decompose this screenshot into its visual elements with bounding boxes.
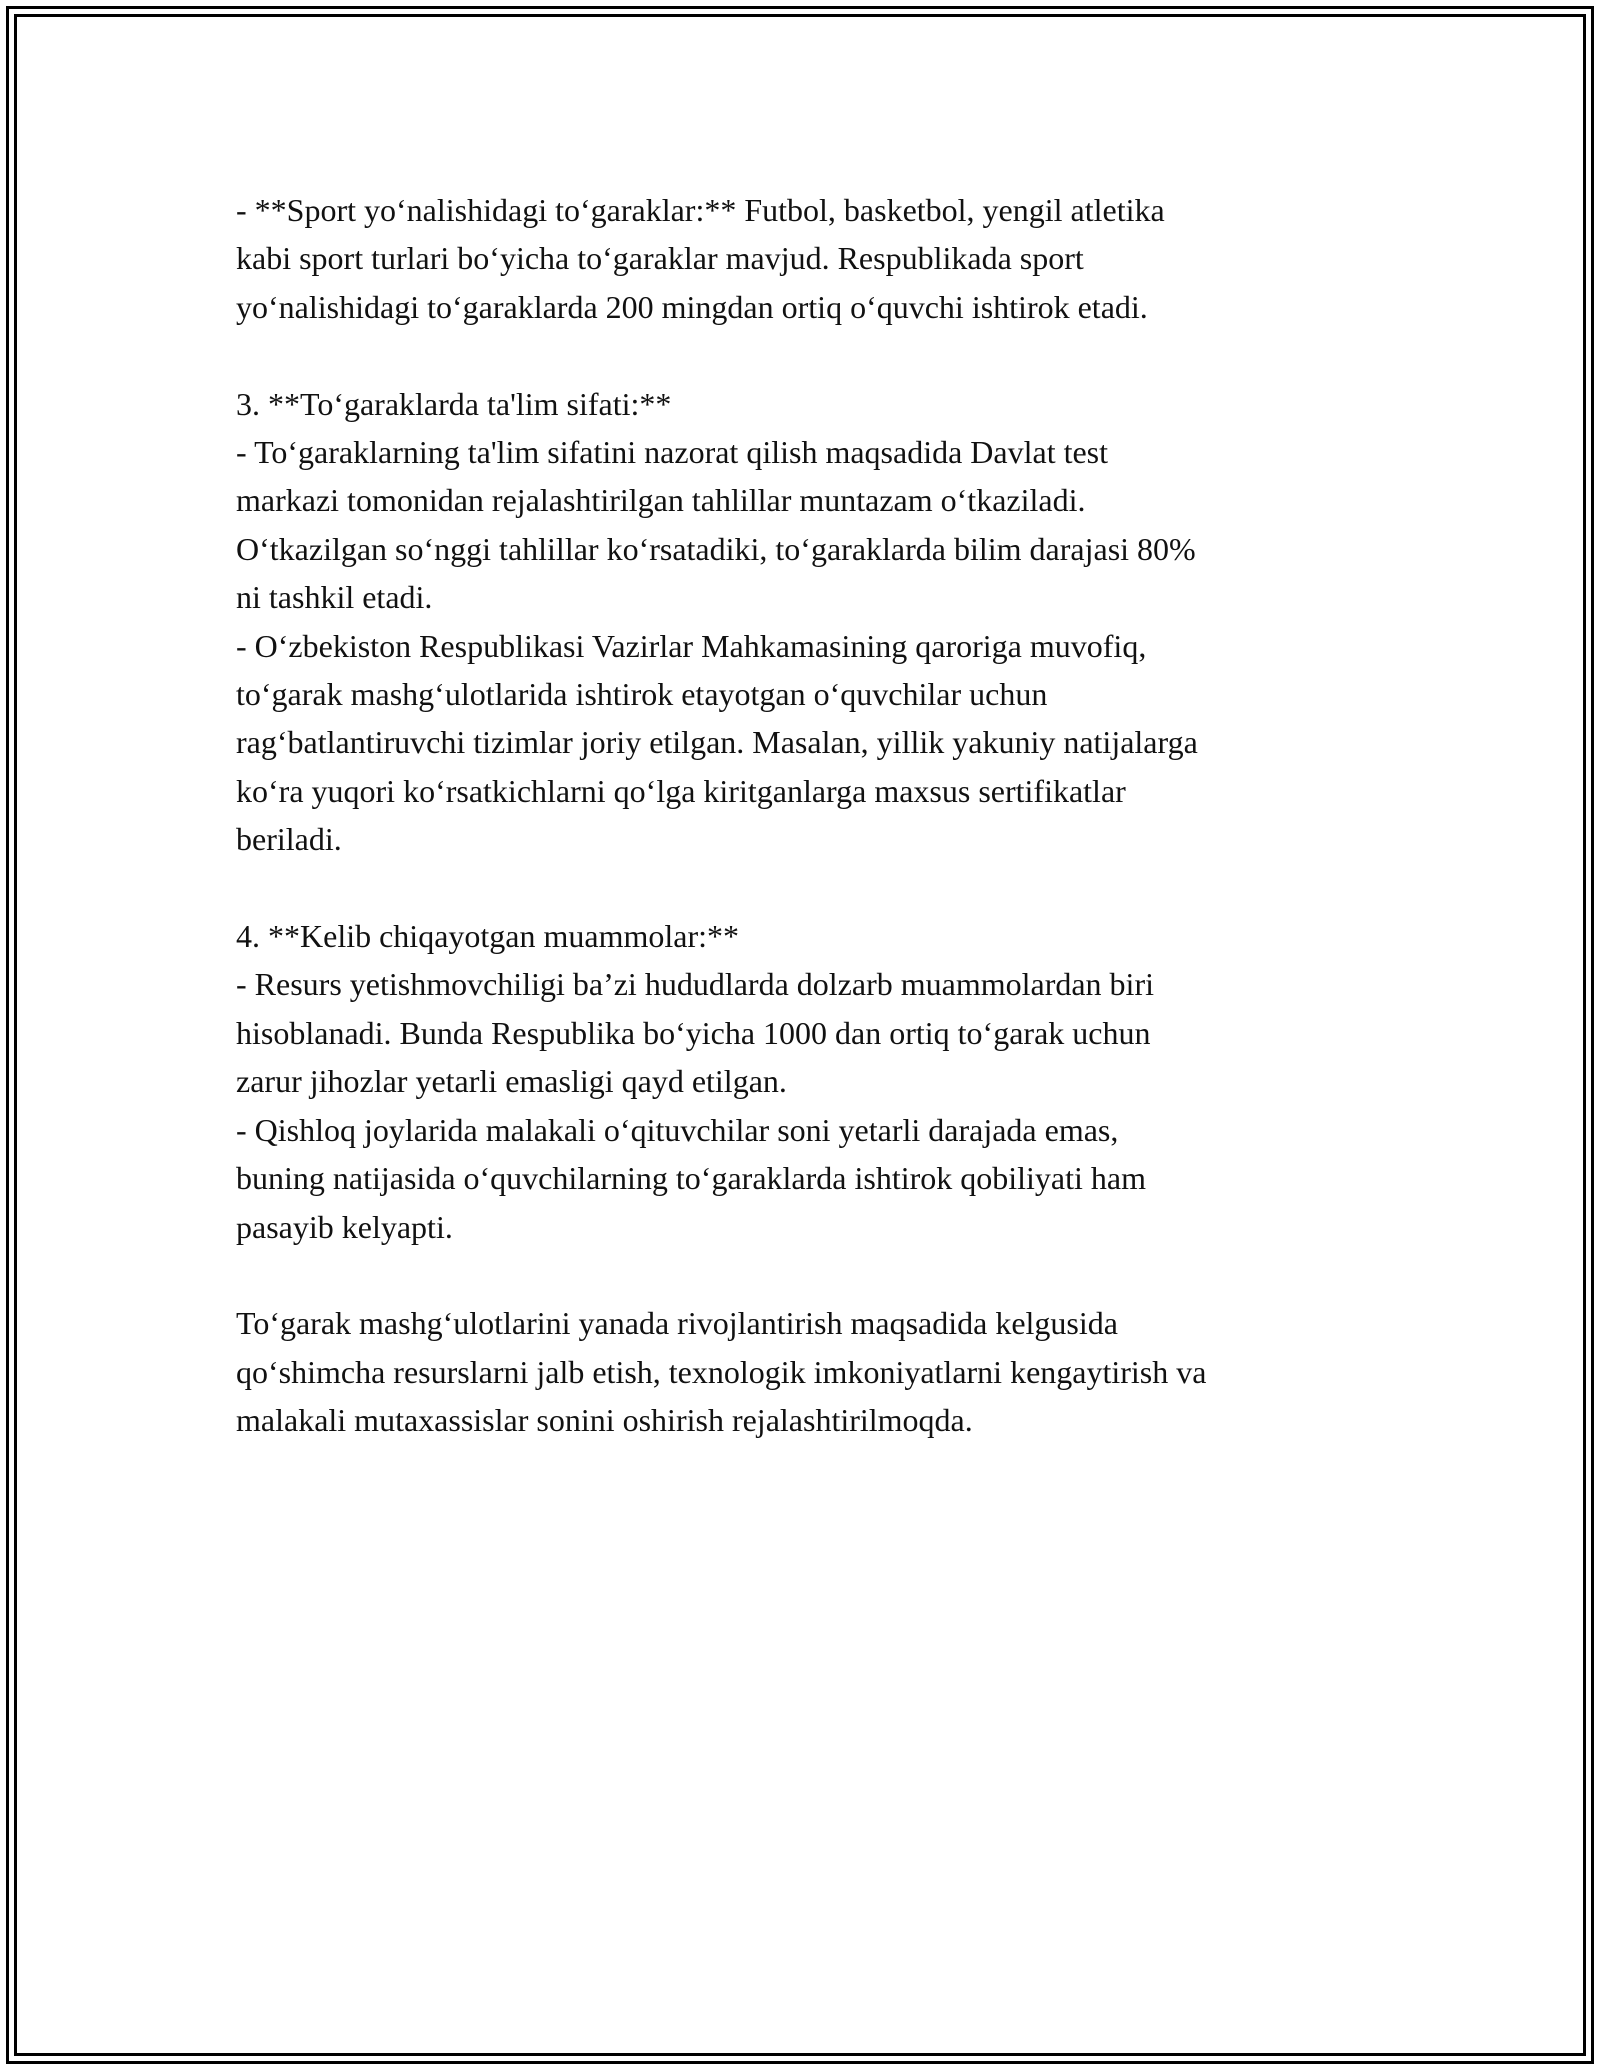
paragraph-spacer xyxy=(236,1251,1366,1299)
paragraph-education-quality: 3. **To‘garaklarda ta'lim sifati:** - To‘garaklarning ta'lim sifatini nazorat qilish maqsadida Davlat test markazi tomonidan rejalashtirilgan tahlillar muntazam o‘tkaziladi. O‘tkazilgan so‘nggi tahlillar ko‘rsatadiki, to‘garaklarda bilim darajasi 80% ni tashkil etadi. - O‘zbekiston Respublikasi Vazirlar Mahkamasining qaroriga muvofiq, to‘garak mashg‘ulotlarida ishtirok etayotgan o‘quvchilar uchun rag‘batlantiruvchi tizimlar joriy etilgan. Masalan, yillik yakuniy natijalarga ko‘ra yuqori ko‘rsatkichlarni qo‘lga kiritganlarga maxsus sertifikatlar beriladi. xyxy=(236,385,1198,858)
document-body xyxy=(236,186,1366,1445)
paragraph-emerging-problems: 4. **Kelib chiqayotgan muammolar:** - Resurs yetishmovchiligi ba’zi hududlarda dolzarb muammolardan biri hisoblanadi. Bunda Respublika bo‘yicha 1000 dan ortiq to‘garak uchun zarur jihozlar yetarli emasligi qayd etilgan. - Qishloq joylarida malakali o‘qituvchilar soni yetarli darajada emas, buning natijasida o‘quvchilarning to‘garaklarda ishtirok qobiliyati ham pasayib kelyapti. xyxy=(236,918,1154,1245)
paragraph-sport-clubs: - **Sport yo‘nalishidagi to‘garaklar:** Futbol, basketbol, yengil atletika kabi sport turlari bo‘yicha to‘garaklar mavjud. Respublikada sport yo‘nalishidagi to‘garaklarda 200 mingdan ortiq o‘quvchi ishtirok etadi. xyxy=(236,192,1165,325)
paragraph-conclusion: To‘garak mashg‘ulotlarini yanada rivojlantirish maqsadida kelgusida qo‘shimcha resurslarni jalb etish, texnologik imkoniyatlarni kengaytirish va malakali mutaxassislar sonini oshirish rejalashtirilmoqda. xyxy=(236,1305,1207,1439)
paragraph-spacer xyxy=(236,331,1366,379)
paragraph-spacer xyxy=(236,864,1366,912)
